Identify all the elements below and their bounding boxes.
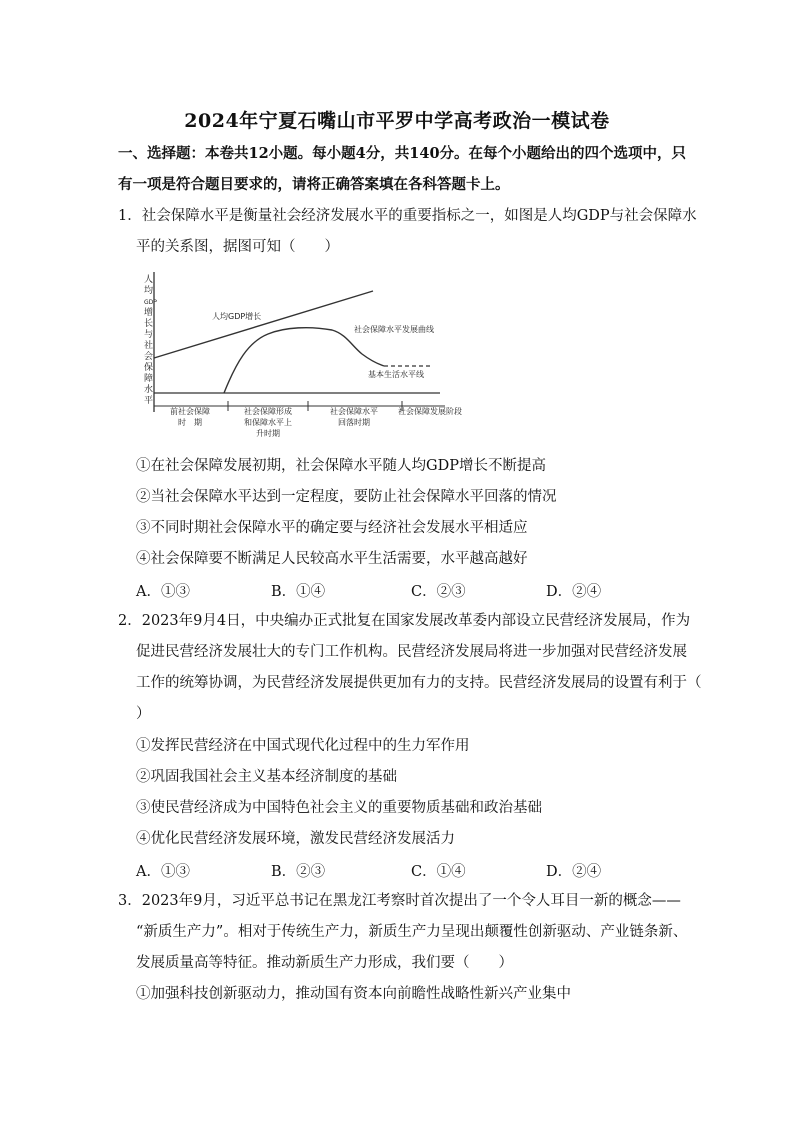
q3-stem-line1: 3．2023年9月，习近平总书记在黑龙江考察时首次提出了一个令人耳目一新的概念—— [118, 893, 681, 909]
page-title: 2024年宁夏石嘴山市平罗中学高考政治一模试卷 [184, 110, 610, 132]
section-instructions-line1: 一、选择题：本卷共12小题。每小题4分，共140分。在每个小题给出的四个选项中，只 [118, 145, 687, 162]
gdp-social-security-chart [140, 268, 470, 440]
q2-option-a[interactable]: A．①③ [136, 864, 190, 880]
q1-statement-4: ④社会保障要不断满足人民较高水平生活需要，水平越高越好 [136, 551, 528, 567]
q3-stem-line2: “新质生产力”。相对于传统生产力，新质生产力呈现出颠覆性创新驱动、产业链条新、 [136, 924, 688, 940]
stage-label: 和保障水平上 [244, 418, 292, 427]
q1-stem-line1: 1．社会保障水平是衡量社会经济发展水平的重要指标之一，如图是人均GDP与社会保障水 [118, 208, 697, 224]
y-label-char: 保 [144, 363, 154, 373]
y-label-char: 增 [144, 308, 154, 318]
q2-statement-1: ①发挥民营经济在中国式现代化过程中的生力军作用 [136, 738, 470, 754]
y-label-char: 会 [144, 352, 154, 362]
y-label-char: GDP [144, 299, 157, 306]
q2-statement-4: ④优化民营经济发展环境，激发民营经济发展活力 [136, 831, 455, 847]
q3-statement-1: ①加强科技创新驱动力，推动国有资本向前瞻性战略性新兴产业集中 [136, 986, 571, 1002]
q1-option-b[interactable]: B．①④ [271, 584, 326, 600]
stage-label: 社会保障水平 [330, 407, 378, 416]
q2-option-c[interactable]: C．①④ [411, 864, 466, 880]
q1-option-d[interactable]: D．②④ [546, 584, 602, 600]
q2-stem-line2: 促进民营经济发展壮大的专门工作机构。民营经济发展局将进一步加强对民营经济发展 [136, 644, 687, 660]
q1-statement-1: ①在社会保障发展初期，社会保障水平随人均GDP增长不断提高 [136, 458, 546, 474]
q1-option-a[interactable]: A．①③ [136, 584, 190, 600]
q1-statement-3: ③不同时期社会保障水平的确定要与经济社会发展水平相适应 [136, 520, 528, 536]
y-label-char: 均 [144, 286, 154, 296]
y-axis-label [144, 273, 157, 406]
q1-statement-2: ②当社会保障水平达到一定程度，要防止社会保障水平回落的情况 [136, 489, 557, 505]
stage-label: 社会保障形成 [244, 407, 292, 416]
stage-label: 回落时期 [338, 418, 370, 427]
q2-stem-line1: 2．2023年9月4日，中央编办正式批复在国家发展改革委内部设立民营经济发展局，作为 [118, 613, 691, 629]
y-label-char: 平 [144, 396, 154, 406]
y-label-char: 社 [144, 341, 154, 351]
q2-option-b[interactable]: B．②③ [271, 864, 326, 880]
q2-statement-3: ③使民营经济成为中国特色社会主义的重要物质基础和政治基础 [136, 800, 542, 816]
y-label-char: 障 [144, 374, 154, 384]
y-label-char: 与 [144, 330, 154, 340]
y-label-char: 水 [144, 385, 154, 395]
stage-label: 升时期 [256, 429, 280, 438]
q2-statement-2: ②巩固我国社会主义基本经济制度的基础 [136, 769, 397, 785]
basic-living-label: 基本生活水平线 [368, 370, 424, 379]
social-security-curve-label: 社会保障水平发展曲线 [354, 325, 434, 334]
q3-stem-line3: 发展质量高等特征。推动新质生产力形成，我们要（ ） [136, 955, 513, 971]
q2-stem-line4: ） [136, 706, 151, 722]
y-label-char: 人 [144, 275, 154, 285]
stage-label: 前社会保障 [170, 407, 210, 416]
q2-option-d[interactable]: D．②④ [546, 864, 602, 880]
q1-option-c[interactable]: C．②③ [411, 584, 466, 600]
q1-stem-line2: 平的关系图，据图可知（ ） [136, 239, 339, 255]
y-label-char: 长 [144, 319, 154, 329]
stage-label: 时 期 [178, 418, 202, 427]
gdp-growth-line [154, 291, 373, 358]
stage-label: 社会保障发展阶段 [398, 407, 462, 416]
social-security-curve [224, 328, 384, 393]
gdp-growth-label: 人均GDP增长 [212, 312, 262, 321]
q2-stem-line3: 工作的统筹协调，为民营经济发展提供更加有力的支持。民营经济发展局的设置有利于（ [136, 675, 702, 691]
section-instructions-line2: 有一项是符合题目要求的，请将正确答案填在各科答题卡上。 [118, 176, 510, 193]
